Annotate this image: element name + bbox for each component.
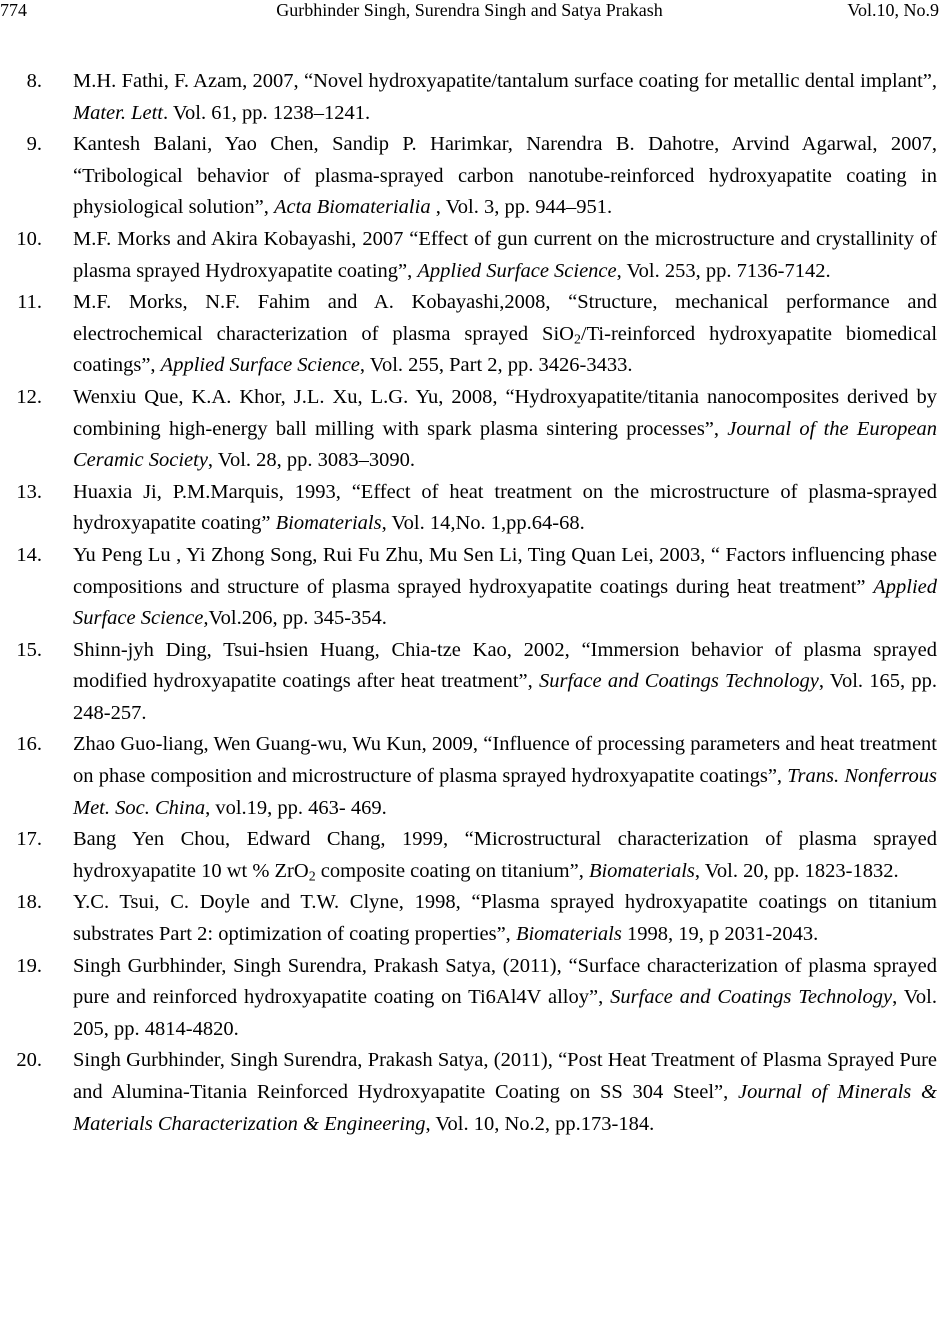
reference-text: Yu Peng Lu , Yi Zhong Song, Rui Fu Zhu, Mu Sen Li, Ting Quan Lei, 2003, “ Factors influencing phase compositions and structure of plasma sprayed hydroxyapatite coatings during heat treatment” Applied Surface Science,Vol.206, pp. 345-354. [73,543,937,630]
reference-number: 12. [16,385,42,408]
reference-item [0,729,939,824]
journal-name: Biomaterials [588,859,695,882]
reference-text: M.F. Morks and Akira Kobayashi, 2007 “Effect of gun current on the microstructure and crystallinity of plasma sprayed Hydroxyapatite coating”, Applied Surface Science, Vol. 253, pp. 7136-7142. [73,227,937,282]
journal-name: Applied Surface Science [160,354,360,377]
reference-text: Wenxiu Que, K.A. Khor, J.L. Xu, L.G. Yu, 2008, “Hydroxyapatite/titania nanocomposites derived by combining high-energy ball milling with spark plasma sintering processes”, Journal of the European Ceramic Society, Vol. 28, pp. 3083–3090. [73,385,937,472]
reference-list [0,66,939,1140]
reference-number: 19. [16,954,42,977]
reference-text: Singh Gurbhinder, Singh Surendra, Prakash Satya, (2011), “Surface characterization of plasma sprayed pure and reinforced hydroxyapatite coating on Ti6Al4V alloy”, Surface and Coatings Technology, Vol. 205, pp. 4814-4820. [73,954,937,1040]
running-header [0,0,939,24]
reference-text: M.F. Morks, N.F. Fahim and A. Kobayashi,2008, “Structure, mechanical performance and electrochemical characterization of plasma sprayed SiO$_2$/Ti-reinforced hydroxyapatite biomedical coatings”, Applied Surface Science, Vol. 255, Part 2, pp. 3426-3433. [73,291,938,377]
journal-name: Surface and Coatings Technology [610,986,893,1009]
reference-item [0,66,939,129]
page-number: 774 [0,0,27,20]
reference-text: M.H. Fathi, F. Azam, 2007, “Novel hydroxyapatite/tantalum surface coating for metallic dental implant”, Mater. Lett. Vol. 61, pp. 1238–1241. [73,70,937,124]
reference-number: 20. [16,1049,42,1072]
subscript: 2 [573,332,581,348]
reference-number: 16. [16,733,42,756]
reference-item [0,477,939,540]
journal-name: Trans. Nonferrous Met. Soc. China [73,765,937,819]
reference-number: 10. [16,227,42,250]
reference-item [0,382,939,477]
reference-number: 15. [16,638,42,661]
journal-name: Applied Surface Science [417,259,617,282]
reference-item [0,129,939,224]
reference-text: Huaxia Ji, P.M.Marquis, 1993, “Effect of heat treatment on the microstructure of plasma-sprayed hydroxyapatite coating” Biomaterials, Vol. 14,No. 1,pp.64-68. [73,480,937,535]
reference-number: 11. [17,291,42,314]
reference-text: Singh Gurbhinder, Singh Surendra, Prakash Satya, (2011), “Post Heat Treatment of Plasma Sprayed Pure and Alumina-Titania Reinforced Hydroxyapatite Coating on SS 304 Steel”, Journal of Minerals & Materials Characterization & Engineering, Vol. 10, No.2, pp.173-184. [73,1049,937,1135]
reference-item [0,540,939,635]
reference-text: Bang Yen Chou, Edward Chang, 1999, “Microstructural characterization of plasma sprayed hydroxyapatite 10 wt % ZrO$_2$ composite coating on titanium”, Biomaterials, Vol. 20, pp. 1823-1832. [73,828,937,885]
reference-number: 8. [26,70,42,92]
reference-number: 18. [16,891,42,914]
running-header-authors: Gurbhinder Singh, Surendra Singh and Satya Prakash [276,0,663,20]
journal-name: Applied Surface Science, [73,575,937,630]
journal-name: Surface and Coatings Technology [538,670,819,693]
reference-item [0,824,939,887]
journal-name: Journal of the European Ceramic Society [73,417,937,472]
reference-number: 14. [16,543,42,566]
reference-number: 13. [16,480,42,503]
reference-item [0,951,939,1046]
journal-name: Acta Biomaterialia [274,196,431,219]
reference-number: 17. [16,828,42,851]
reference-text: Shinn-jyh Ding, Tsui-hsien Huang, Chia-tze Kao, 2002, “Immersion behavior of plasma sprayed modified hydroxyapatite coatings after heat treatment”, Surface and Coatings Technology, Vol. 165, pp. 248-257. [73,638,937,724]
reference-item [0,287,939,382]
reference-text: Zhao Guo-liang, Wen Guang-wu, Wu Kun, 2009, “Influence of processing parameters and heat treatment on phase composition and microstructure of plasma sprayed hydroxyapatite coatings”, Trans. Nonferrous Met. Soc. China, vol.19, pp. 463- 469. [73,733,937,819]
reference-text: Y.C. Tsui, C. Doyle and T.W. Clyne, 1998, “Plasma sprayed hydroxyapatite coatings on titanium substrates Part 2: optimization of coating properties”, Biomaterials 1998, 19, p 2031-2043. [73,891,937,946]
reference-item [0,887,939,950]
journal-name: Biomaterials [275,512,382,535]
reference-item [0,635,939,730]
reference-item [0,1045,939,1140]
reference-text: Kantesh Balani, Yao Chen, Sandip P. Harimkar, Narendra B. Dahotre, Arvind Agarwal, 2007, “Tribological behavior of plasma-sprayed carbon nanotube-reinforced hydroxyapatite coating in physiological solution”, Acta Biomaterialia , Vol. 3, pp. 944–951. [73,133,937,219]
journal-name: Mater. Lett [73,101,163,124]
journal-name: Journal of Minerals & Materials Characterization & Engineering [73,1081,937,1135]
volume-issue: Vol.10, No.9 [847,0,939,20]
journal-name: Biomaterials [515,923,622,946]
reference-item [0,224,939,287]
subscript: 2 [308,869,316,885]
reference-number: 9. [26,133,42,156]
